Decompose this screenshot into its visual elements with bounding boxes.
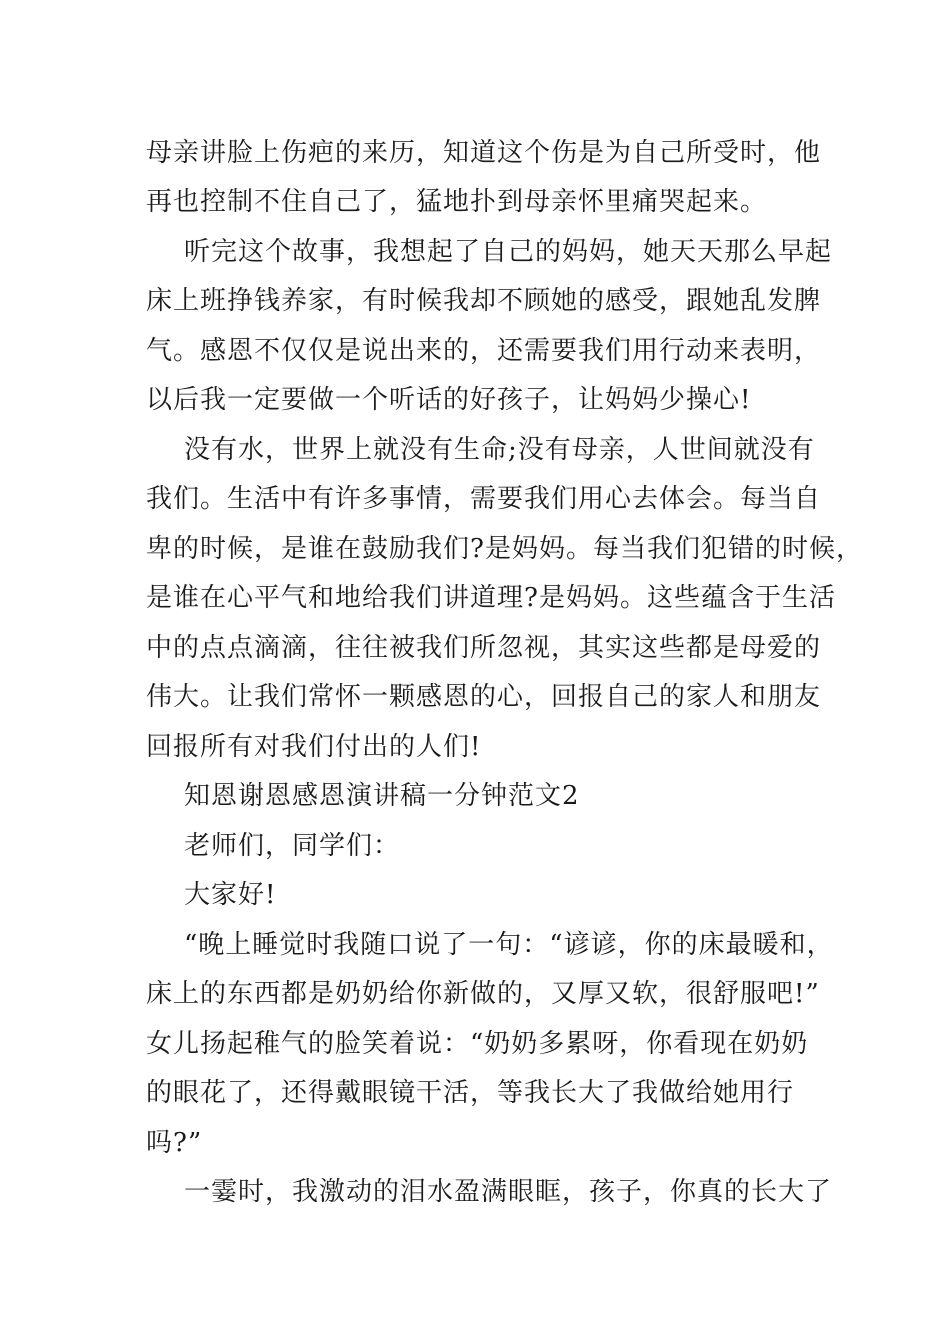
text-line: 一霎时，我激动的泪水盈满眼眶，孩子，你真的长大了 [184, 1177, 833, 1207]
text-line: 卑的时候，是谁在鼓励我们?是妈妈。每当我们犯错的时候， [146, 534, 863, 564]
salutation: 老师们，同学们： [184, 831, 401, 861]
text-line: 吗?” [146, 1128, 203, 1158]
greeting: 大家好! [184, 880, 277, 910]
text-line: 女儿扬起稚气的脸笑着说：“奶奶多累呀，你看现在奶奶 [146, 1029, 809, 1059]
section-heading: 知恩谢恩感恩演讲稿一分钟范文2 [184, 781, 580, 811]
text-line: 床上的东西都是奶奶给你新做的，又厚又软，很舒服吧!” [146, 979, 820, 1009]
text-line: 气。感恩不仅仅是说出来的，还需要我们用行动来表明， [146, 336, 822, 366]
text-line: 床上班挣钱养家，有时候我却不顾她的感受，跟她乱发脾 [146, 286, 822, 316]
text-line: 中的点点滴滴，往往被我们所忽视，其实这些都是母爱的 [146, 633, 822, 663]
text-line: 回报所有对我们付出的人们! [146, 732, 482, 762]
text-line: 再也控制不住自己了，猛地扑到母亲怀里痛哭起来。 [146, 187, 768, 217]
text-line: 以后我一定要做一个听话的好孩子，让妈妈少操心! [146, 385, 752, 415]
text-line: “晚上睡觉时我随口说了一句：“谚谚，你的床最暖和， [184, 930, 834, 960]
text-line: 母亲讲脸上伤疤的来历，知道这个伤是为自己所受时，他 [146, 138, 822, 168]
text-line: 听完这个故事，我想起了自己的妈妈，她天天那么早起 [184, 237, 833, 267]
text-line: 的眼花了，还得戴眼镜干活，等我长大了我做给她用行 [146, 1078, 795, 1108]
text-line: 我们。生活中有许多事情，需要我们用心去体会。每当自 [146, 484, 822, 514]
text-line: 伟大。让我们常怀一颗感恩的心，回报自己的家人和朋友 [146, 682, 822, 712]
text-line: 没有水，世界上就没有生命;没有母亲，人世间就没有 [184, 435, 815, 465]
text-line: 是谁在心平气和地给我们讲道理?是妈妈。这些蕴含于生活 [146, 583, 836, 613]
